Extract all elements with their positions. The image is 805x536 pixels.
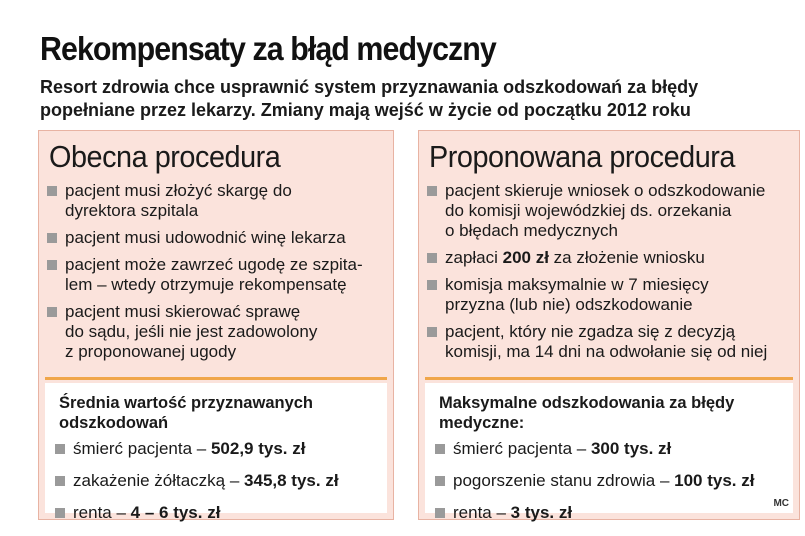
list-item (47, 302, 387, 362)
maximum-compensation-box (425, 383, 793, 522)
panel-title: Proponowana procedura (429, 139, 735, 174)
compensation-value: 345,8 tys. zł (244, 471, 339, 490)
item-line: do sądu, jeśli nie jest zadowolony (65, 322, 318, 341)
compensation-item (435, 439, 787, 471)
current-procedure-panel (38, 130, 394, 520)
item-line: pacjent, który nie zgadza się z decyzją (445, 322, 736, 341)
box-heading-line: Maksymalne odszkodowania za błędy (439, 394, 735, 412)
square-bullet-icon (47, 233, 57, 243)
proposed-procedure-panel (418, 130, 800, 520)
compensation-label: śmierć pacjenta – (73, 439, 211, 458)
square-bullet-icon (427, 327, 437, 337)
author-credit: MC (773, 498, 789, 509)
page-title: Rekompensaty za błąd medyczny (40, 30, 496, 67)
box-heading (439, 393, 734, 433)
item-line: pacjent może zawrzeć ugodę ze szpita- (65, 255, 363, 274)
compensation-label: zakażenie żółtaczką – (73, 471, 245, 490)
square-bullet-icon (435, 476, 445, 486)
list-item (47, 181, 387, 221)
list-item (47, 228, 387, 248)
square-bullet-icon (47, 186, 57, 196)
subtitle-line: Resort zdrowia chce usprawnić system przyznawania odszkodowań za błędy (40, 77, 699, 97)
subtitle-line: popełniane przez lekarzy. Zmiany mają wejść w życie od początku 2012 roku (40, 100, 691, 120)
square-bullet-icon (435, 508, 445, 518)
compensation-item (435, 471, 787, 503)
square-bullet-icon (427, 186, 437, 196)
square-bullet-icon (427, 280, 437, 290)
square-bullet-icon (427, 253, 437, 263)
procedure-list (47, 181, 387, 369)
average-compensation-box (45, 383, 387, 522)
box-heading-line: odszkodowań (59, 414, 169, 432)
item-line (445, 248, 793, 268)
separator (45, 377, 387, 380)
compensation-label: śmierć pacjenta – (453, 439, 591, 458)
list-item (427, 181, 793, 241)
compensation-item (55, 439, 381, 471)
square-bullet-icon (435, 444, 445, 454)
square-bullet-icon (47, 260, 57, 270)
item-line: pacjent musi skierować sprawę (65, 302, 301, 321)
square-bullet-icon (55, 444, 65, 454)
compensation-list (435, 439, 787, 535)
compensation-list (55, 439, 381, 535)
item-text: za złożenie wniosku (548, 248, 705, 267)
item-line: dyrektora szpitala (65, 201, 199, 220)
subtitle (40, 76, 800, 122)
item-line: lem – wtedy otrzymuje rekompensatę (65, 275, 347, 294)
list-item (427, 322, 793, 362)
list-item (47, 255, 387, 295)
compensation-label: renta – (73, 503, 131, 522)
item-text: zapłaci (445, 248, 503, 267)
separator (425, 377, 793, 380)
compensation-value: 4 – 6 tys. zł (130, 503, 221, 522)
list-item (427, 275, 793, 315)
square-bullet-icon (47, 307, 57, 317)
compensation-value: 300 tys. zł (590, 439, 672, 458)
square-bullet-icon (55, 508, 65, 518)
compensation-item (435, 503, 787, 535)
item-line: do komisji wojewódzkiej ds. orzekania (445, 201, 732, 220)
box-heading-line: Średnia wartość przyznawanych (59, 394, 314, 412)
compensation-value: 100 tys. zł (674, 471, 755, 490)
panel-title: Obecna procedura (49, 139, 281, 174)
item-line: o błędach medycznych (445, 221, 618, 240)
compensation-label: renta – (453, 503, 511, 522)
compensation-item (55, 503, 381, 535)
item-line: komisji, ma 14 dni na odwołanie się od niej (445, 342, 768, 361)
square-bullet-icon (55, 476, 65, 486)
item-line: przyzna (lub nie) odszkodowanie (445, 295, 693, 314)
item-line: pacjent musi udowodnić winę lekarza (65, 228, 346, 247)
item-line: komisja maksymalnie w 7 miesięcy (445, 275, 709, 294)
compensation-item (55, 471, 381, 503)
procedure-list (427, 181, 793, 369)
item-line: z proponowanej ugody (65, 342, 237, 361)
box-heading-line: medyczne: (439, 414, 525, 432)
compensation-value: 3 tys. zł (510, 503, 573, 522)
box-heading (59, 393, 313, 433)
list-item (427, 248, 793, 268)
compensation-value: 502,9 tys. zł (210, 439, 306, 458)
fee-value: 200 zł (502, 248, 549, 267)
compensation-label: pogorszenie stanu zdrowia – (453, 471, 675, 490)
item-line: pacjent skieruje wniosek o odszkodowanie (445, 181, 766, 200)
item-line: pacjent musi złożyć skargę do (65, 181, 292, 200)
